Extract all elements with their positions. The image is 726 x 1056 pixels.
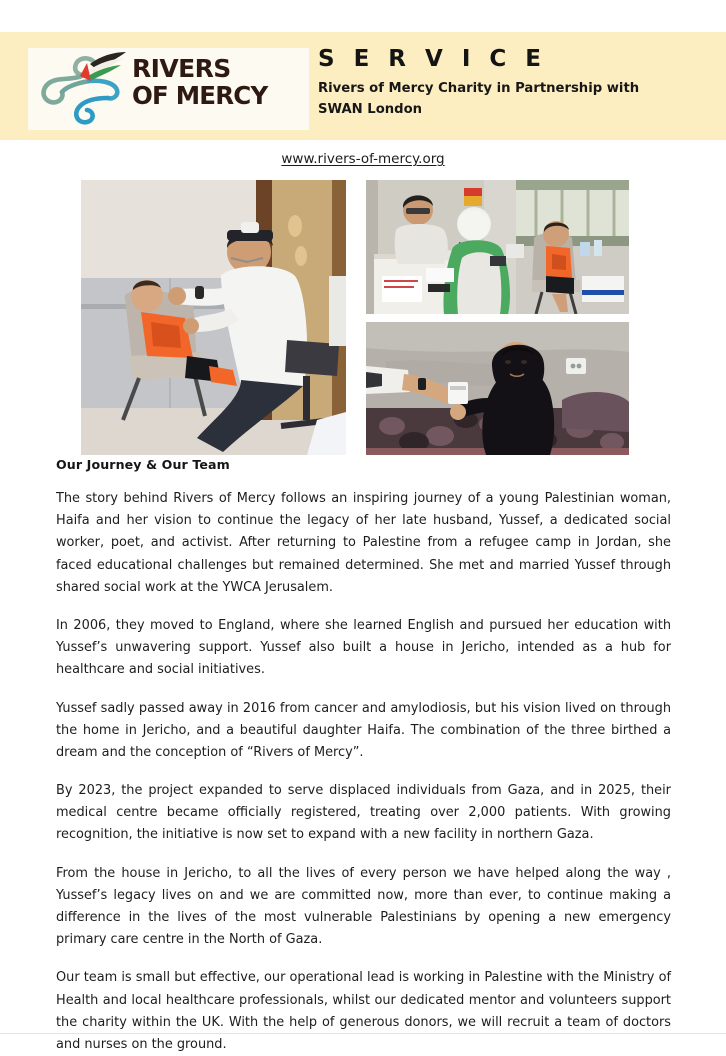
clinic-consultation-photo xyxy=(366,180,629,314)
banner-subtitle: Rivers of Mercy Charity in Partnership with SWAN London xyxy=(318,81,640,118)
logo-word-of-mercy: OF MERCY xyxy=(132,81,268,110)
logo-wordmark xyxy=(132,56,308,109)
banner-title: S E R V I C E xyxy=(318,46,547,72)
article-body xyxy=(56,488,671,1056)
logo-word-rivers: RIVERS xyxy=(132,54,231,83)
paragraph: By 2023, the project expanded to serve displaced individuals from Gaza, and in 2025, their medical centre became officially registered, treating over 2,000 patients. With growing recognition, the initiative is now set to expand with a new facility in northern Gaza. xyxy=(56,783,671,843)
home-visit-aid-photo xyxy=(366,322,629,455)
banner-text-block xyxy=(318,46,708,121)
website-url-line xyxy=(0,150,726,168)
paragraph: Our team is small but effective, our operational lead is working in Palestine with the Ministry of Health and local healthcare professionals, whilst our dedicated mentor and volunteers support the charity within the UK. With the help of generous donors, we will recruit a team of doctors and nurses on the ground. xyxy=(56,970,671,1052)
paragraph: In 2006, they moved to England, where she learned English and pursued her education with Yussef’s unwavering support. Yussef also built a house in Jericho, intended as a hub for healthcare and social initiatives. xyxy=(56,617,671,678)
footer-divider xyxy=(0,1033,726,1034)
paragraph: The story behind Rivers of Mercy follows an inspiring journey of a young Palestinian woman, Haifa and her vision to continue the legacy of her late husband, Yussef, a dedicated social worker, poet, and activist. After returning to Palestine from a refugee camp in Jordan, she faced educational challenges but remained determined. She met and married Yussef through shared social work at the YWCA Jerusalem. xyxy=(56,491,671,595)
header-banner xyxy=(0,32,726,140)
doctor-examining-child-photo xyxy=(81,180,346,455)
paragraph: From the house in Jericho, to all the lives of every person we have helped along the way , Yussef’s legacy lives on and we are committed now, more than ever, to continue making a difference in the lives of the most vulnerable Palestinians by opening a new emergency primary care centre in the North of Gaza. xyxy=(56,865,671,948)
logo-lockup xyxy=(28,48,309,130)
website-url-link[interactable]: www.rivers-of-mercy.org xyxy=(281,151,445,167)
rivers-of-mercy-logo-icon xyxy=(34,50,134,128)
section-heading: Our Journey & Our Team xyxy=(56,457,230,472)
paragraph: Yussef sadly passed away in 2016 from cancer and amylodiosis, but his vision lived on through the home in Jericho, and a beautiful daughter Haifa. The combination of the three birthed a dream and the conception of “Rivers of Mercy”. xyxy=(56,700,671,760)
